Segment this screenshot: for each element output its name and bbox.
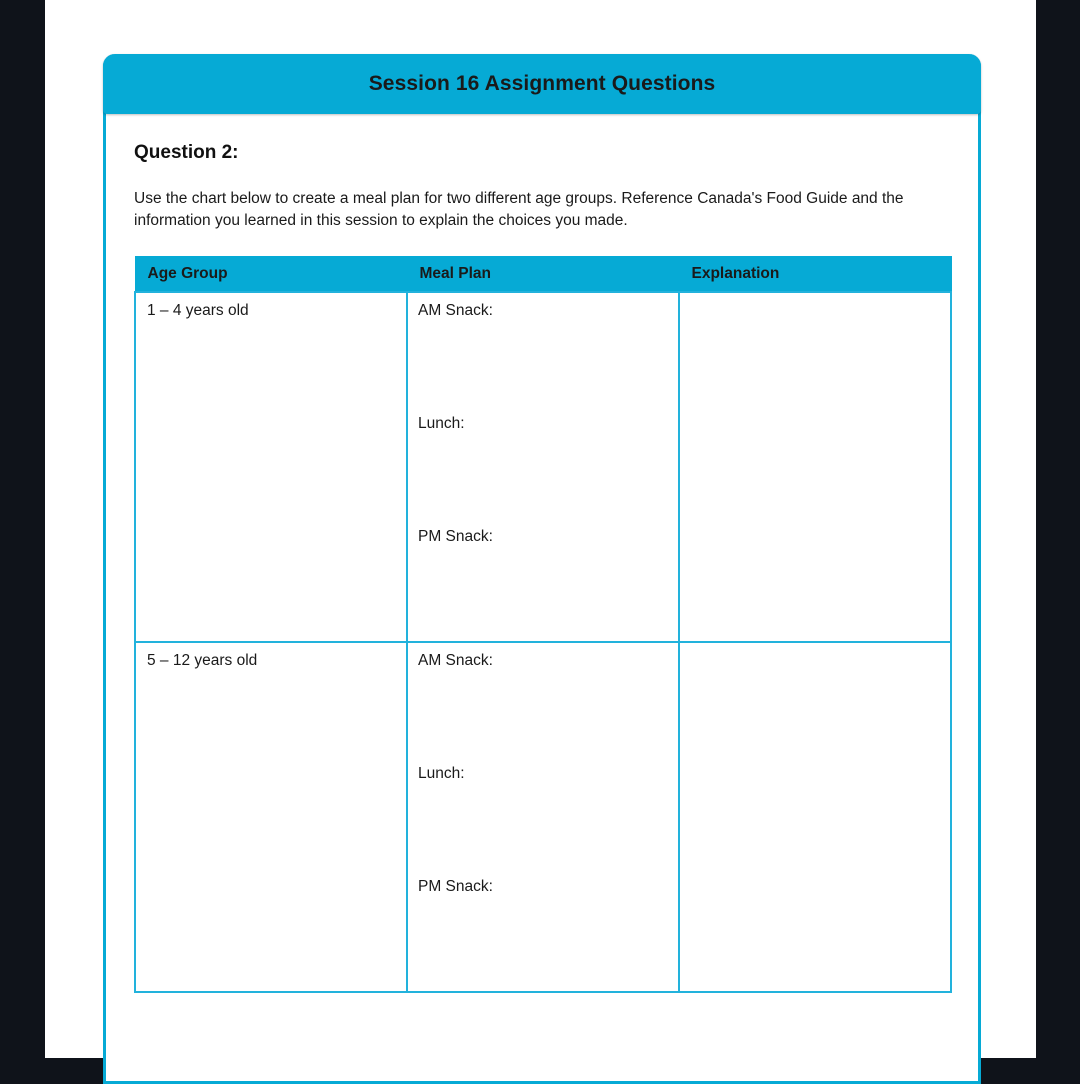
table-row [135, 292, 951, 642]
explanation-cell[interactable] [679, 642, 951, 992]
am-snack-label: AM Snack: [418, 301, 493, 319]
header-age-group: Age Group [135, 257, 407, 292]
meal-plan-cell[interactable] [407, 292, 679, 642]
pm-snack-label: PM Snack: [418, 877, 493, 895]
age-group-label: 5 – 12 years old [147, 651, 258, 669]
table-row [135, 642, 951, 992]
instructions-text: Use the chart below to create a meal plan for two different age groups. Reference Canada's Food Guide and the information you learned in this session to explain the choices you made. [134, 190, 904, 229]
lunch-label: Lunch: [418, 764, 465, 782]
header-meal-plan: Meal Plan [407, 257, 679, 292]
am-snack-label: AM Snack: [418, 651, 493, 669]
question-heading: Question 2: [134, 142, 239, 163]
explanation-cell[interactable] [679, 292, 951, 642]
header-explanation: Explanation [679, 257, 951, 292]
table-header-row [135, 257, 951, 292]
page-title: Session 16 Assignment Questions [103, 54, 981, 114]
age-group-cell [135, 642, 407, 992]
pm-snack-label: PM Snack: [418, 527, 493, 545]
document-page [45, 0, 1036, 1058]
meal-plan-cell[interactable] [407, 642, 679, 992]
lunch-label: Lunch: [418, 414, 465, 432]
age-group-cell [135, 292, 407, 642]
age-group-label: 1 – 4 years old [147, 301, 249, 319]
assignment-card [103, 54, 981, 1084]
meal-plan-table [134, 256, 952, 993]
